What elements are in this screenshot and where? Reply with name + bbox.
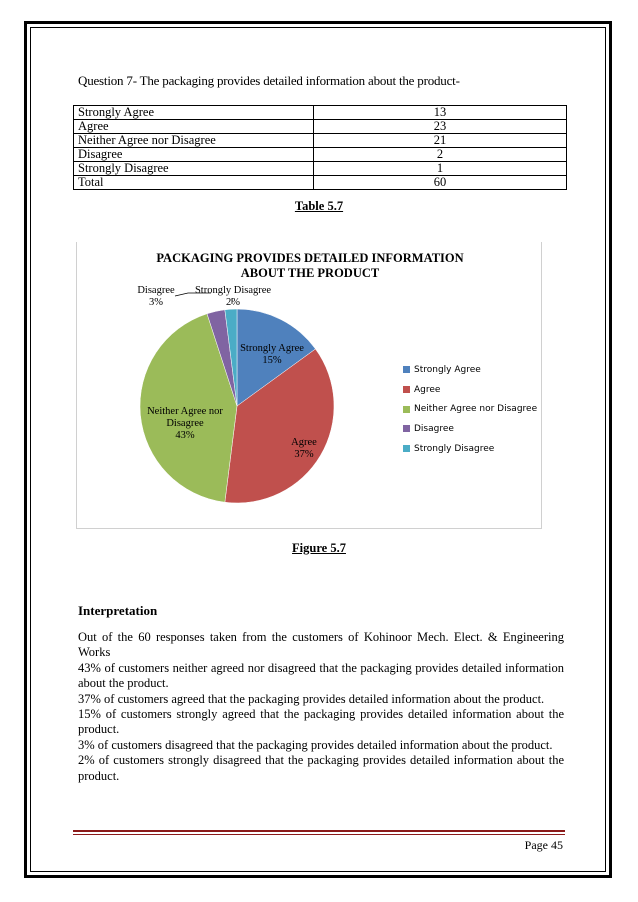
interpretation-paragraph: 37% of customers agreed that the packaging provides detailed information about the product. — [78, 691, 545, 706]
legend-label: Disagree — [414, 423, 454, 434]
legend-item — [403, 380, 537, 400]
figure-caption: Figure 5.7 — [292, 541, 346, 555]
footer-rule-thin — [73, 834, 565, 835]
legend-item — [403, 439, 537, 459]
row-value: 2 — [314, 148, 567, 162]
row-label: Total — [74, 176, 314, 190]
interpretation-heading: Interpretation — [78, 603, 158, 618]
slice-label-agree: Agree 37% — [291, 437, 317, 460]
row-label: Disagree — [74, 148, 314, 162]
legend-label: Strongly Disagree — [414, 443, 495, 454]
question-text: Question 7- The packaging provides detailed information about the product- — [78, 73, 460, 88]
interpretation-paragraph: Out of the 60 responses taken from the customers of Kohinoor Mech. Elect. & Engineering Works — [78, 630, 564, 660]
chart-title: PACKAGING PROVIDES DETAILED INFORMATION ABOUT THE PRODUCT — [156, 251, 464, 280]
interpretation-paragraph: 3% of customers disagreed that the packaging provides detailed information about the product. — [78, 737, 553, 752]
chart-legend — [403, 360, 537, 458]
legend-swatch — [403, 445, 410, 452]
row-value: 13 — [314, 106, 567, 120]
footer-rule — [73, 830, 565, 832]
row-value: 1 — [314, 162, 567, 176]
legend-label: Agree — [414, 384, 441, 395]
legend-label: Neither Agree nor Disagree — [414, 404, 538, 415]
legend-swatch — [403, 406, 410, 413]
legend-item — [403, 360, 537, 380]
slice-label-strongly-agree: Strongly Agree 15% — [240, 343, 304, 366]
interpretation-paragraph: 43% of customers neither agreed nor disagreed that the packaging provides detailed information about the product. — [78, 660, 564, 691]
legend-item — [403, 419, 537, 439]
legend-item — [403, 399, 537, 419]
row-label: Strongly Agree — [74, 106, 314, 120]
legend-swatch — [403, 386, 410, 393]
slice-label-disagree: Disagree 3% — [137, 285, 175, 308]
legend-swatch — [403, 366, 410, 373]
row-label: Strongly Disagree — [74, 162, 314, 176]
slice-label-strongly-disagree: Strongly Disagree 2% — [194, 285, 272, 308]
legend-label: Strongly Agree — [414, 364, 481, 375]
row-label: Neither Agree nor Disagree — [74, 134, 314, 148]
table-caption: Table 5.7 — [294, 199, 344, 213]
row-value: 60 — [314, 176, 567, 190]
slice-label-neither: Neither Agree nor Disagree 43% — [147, 406, 223, 441]
interpretation-paragraph: 2% of customers strongly disagreed that the packaging provides detailed information about the product. — [78, 753, 564, 783]
row-label: Agree — [74, 120, 314, 134]
legend-swatch — [403, 425, 410, 432]
row-value: 21 — [314, 134, 567, 148]
interpretation-text — [78, 630, 564, 784]
interpretation-paragraph: 15% of customers strongly agreed that the packaging provides detailed information about the product. — [78, 707, 564, 737]
page-number: Page 45 — [524, 838, 563, 852]
row-value: 23 — [314, 120, 567, 134]
